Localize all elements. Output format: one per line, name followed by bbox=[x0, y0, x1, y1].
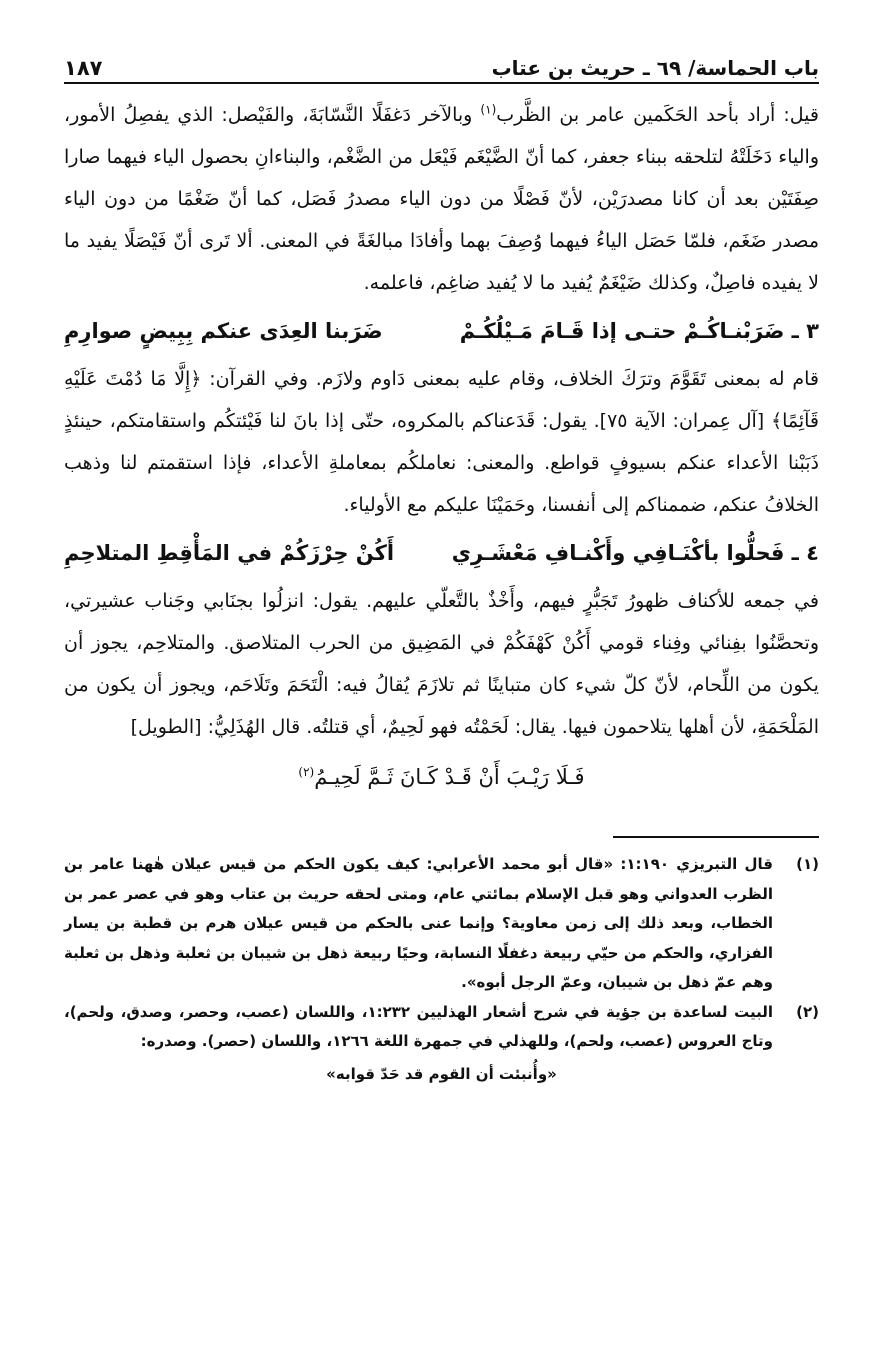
page-number: ١٨٧ bbox=[64, 56, 103, 80]
footnote-ref-1[interactable]: (١) bbox=[480, 102, 497, 117]
footnote-1-number: (١) bbox=[796, 855, 819, 873]
chapter-title: باب الحماسة/ ٦٩ ـ حريث بن عتاب bbox=[491, 56, 819, 80]
book-page bbox=[64, 40, 819, 1340]
footnote-separator bbox=[613, 836, 819, 838]
closing-verse bbox=[64, 748, 819, 806]
verse-4-number: ٤ ـ bbox=[791, 541, 819, 565]
footnote-ref-2[interactable]: (٢) bbox=[298, 765, 315, 779]
verse-3-first-half bbox=[460, 319, 819, 343]
verse-3-number: ٣ ـ bbox=[791, 319, 819, 343]
verse-4-hemistich-1: فَحلُّوا بأكْنَـافِي وأَكْنـافِ مَعْشَـرِي bbox=[451, 541, 785, 565]
intro-paragraph bbox=[64, 94, 819, 304]
verse-3 bbox=[64, 304, 819, 358]
footnote-1-text: قال التبريزي ١:١٩٠: «قال أبو محمد الأعرابي: كيف يكون الحكم من قيس عيلان هٰهنا عامر بن الظرب العدواني وهو قبل الإسلام بمائتي عام، ومتى لحقه حريث بن عتاب وهو في عصر عمر بن الخطاب، وبعد ذلك إلى زمن معاوية؟ وإنما عنى بالحكم من قيس عيلان هرم بن قطبة بن يسار الفزاري، والحكم من حيّي ربيعة دغفلًا النسابة، وحيًا ربيعة ذهل بن شيبان بن ثعلبة وذهل بن ثعلبة وهم عمّ ذهل بن شيبان، وعمّ الرجل أبوه». bbox=[64, 855, 773, 991]
footnote-2-number: (٢) bbox=[796, 1002, 819, 1021]
running-header bbox=[64, 40, 819, 84]
verse-4-hemistich-2: أَكُنْ حِرْزَكُمْ في المَأْقِطِ المتلاحِمِ bbox=[64, 541, 395, 565]
verse-3-hemistich-1: ضَرَبْنـاكُـمْ حتـى إذا قَـامَ مَـيْلُكُـمْ bbox=[459, 319, 785, 343]
footnote-2 bbox=[64, 998, 819, 1057]
commentary-4-paragraph bbox=[64, 580, 819, 748]
footnote-1 bbox=[64, 850, 819, 998]
footnote-2-text: البيت لساعدة بن جؤية في شرح أشعار الهذليين ١:٢٣٢، واللسان (عصب، وحصر، وصدق، ولحم)، وتاج العروس (عصب، ولحم)، وللهذلي في جمهرة اللغة ١٢٦٦، واللسان (حصر). وصدره: bbox=[64, 1002, 774, 1050]
verse-4 bbox=[64, 526, 819, 580]
intro-text-rest: وبالآخر دَغفَلًا النَّسّابَةَ، والفَيْصل: الذي يفصِلُ الأمور، والياء دَخَلَتْهُ لتلحقه ببناء جعفر، كما أنّ الضَّيْغَم فَيْعَل من الضَّغْم، والبناءانِ بحصول الياء فيهما صارا صِفَتَيْن بعد أن كانا مصدرَيْن، لأنّ فَصْلًا من دون الياء مصدرُ فَصَل، كما أنّ ضَغْمًا من دون الياء مصدر ضَغَم، فلمّا حَصَل الياءُ فيهما وُصِفَ بهما وأفادَا مبالغَةً في المعنى. ألا تَرى أنّ فَيْصَلًا يفيد ما لا يفيده فاصِلٌ، وكذلك ضَيْغَمٌ يُفيد ما لا يُفيد ضاغِم، فاعلمه. bbox=[64, 104, 819, 294]
commentary-4-line: في جمعه للأكناف ظهورُ تَجَبُّرٍ فيهم، وأَخْذٌ بالتَّعلّي عليهم. يقول: انزلُوا bbox=[262, 590, 820, 612]
footnote-2-quote: «وأُنبئت أن القوم قد حَدّ قوابه» bbox=[326, 1064, 557, 1083]
commentary-4-line: بجنَابي وجَناب عشيرتي، وتحصَّنُوا بفِنائي وفِناء قومي أَكُنْ كَهْفَكُمْ في المَضِيق من bbox=[64, 590, 819, 654]
verse-3-hemistich-2: ضَرَبنا العِدَى عنكم بِبِيضٍ صوارِمِ bbox=[64, 319, 383, 343]
commentary-3-paragraph: قام له بمعنى تَقَوَّمَ وترَكَ الخلاف، وقام عليه بمعنى دَاوم ولازَم. وفي القرآن: ﴿إِلَّا مَا دُمْتَ عَلَيْهِ قَآئِمًا﴾ [آل عِمران: الآية ٧٥]. يقول: قَدَعناكم بالمكروه، حتّى إذا بانَ لنا فَيْئتكُم واستقامتكم، حينئذٍ ذَبَبْنا الأعداء عنكم بسيوفٍ قواطع. والمعنى: نعاملكُم بمعاملةِ الأعداء، فإذا استقمتم لنا وذهب الخلافُ عنكم، ضممناكم إلى أنفسنا، وحَمَيْنَا عليكم مع الأولياء. bbox=[64, 368, 820, 516]
closing-verse-text: فَـلَا رَيْـبَ أَنْ قَـدْ كَـانَ ثَـمَّ لَحِيـمُ bbox=[314, 765, 585, 789]
verse-4-first-half bbox=[452, 541, 819, 565]
commentary-4-line: يتلاحمون فيها. يقال: لَحَمْتُه فهو لَحِيمٌ، أي قتلتُه. قال الهُذَلِيُّ: [الطويل] bbox=[130, 716, 673, 738]
commentary-4-line: الحرب المتلاصق. والمتلاحِم، يجوز أن يكون من اللِّحام، لأنّ كلّ شيء كان متباينًا bbox=[64, 632, 819, 696]
commentary-4-line: ثم تلازَمَ يُقالُ فيه: الْتَحَمَ وتَلَاحَم، ويجوز أن يكون من المَلْحَمَةِ، لأن أهلها bbox=[64, 674, 819, 738]
intro-text-start: قيل: أراد بأحد الحَكَمين عامر بن الظَّرب bbox=[496, 104, 819, 126]
